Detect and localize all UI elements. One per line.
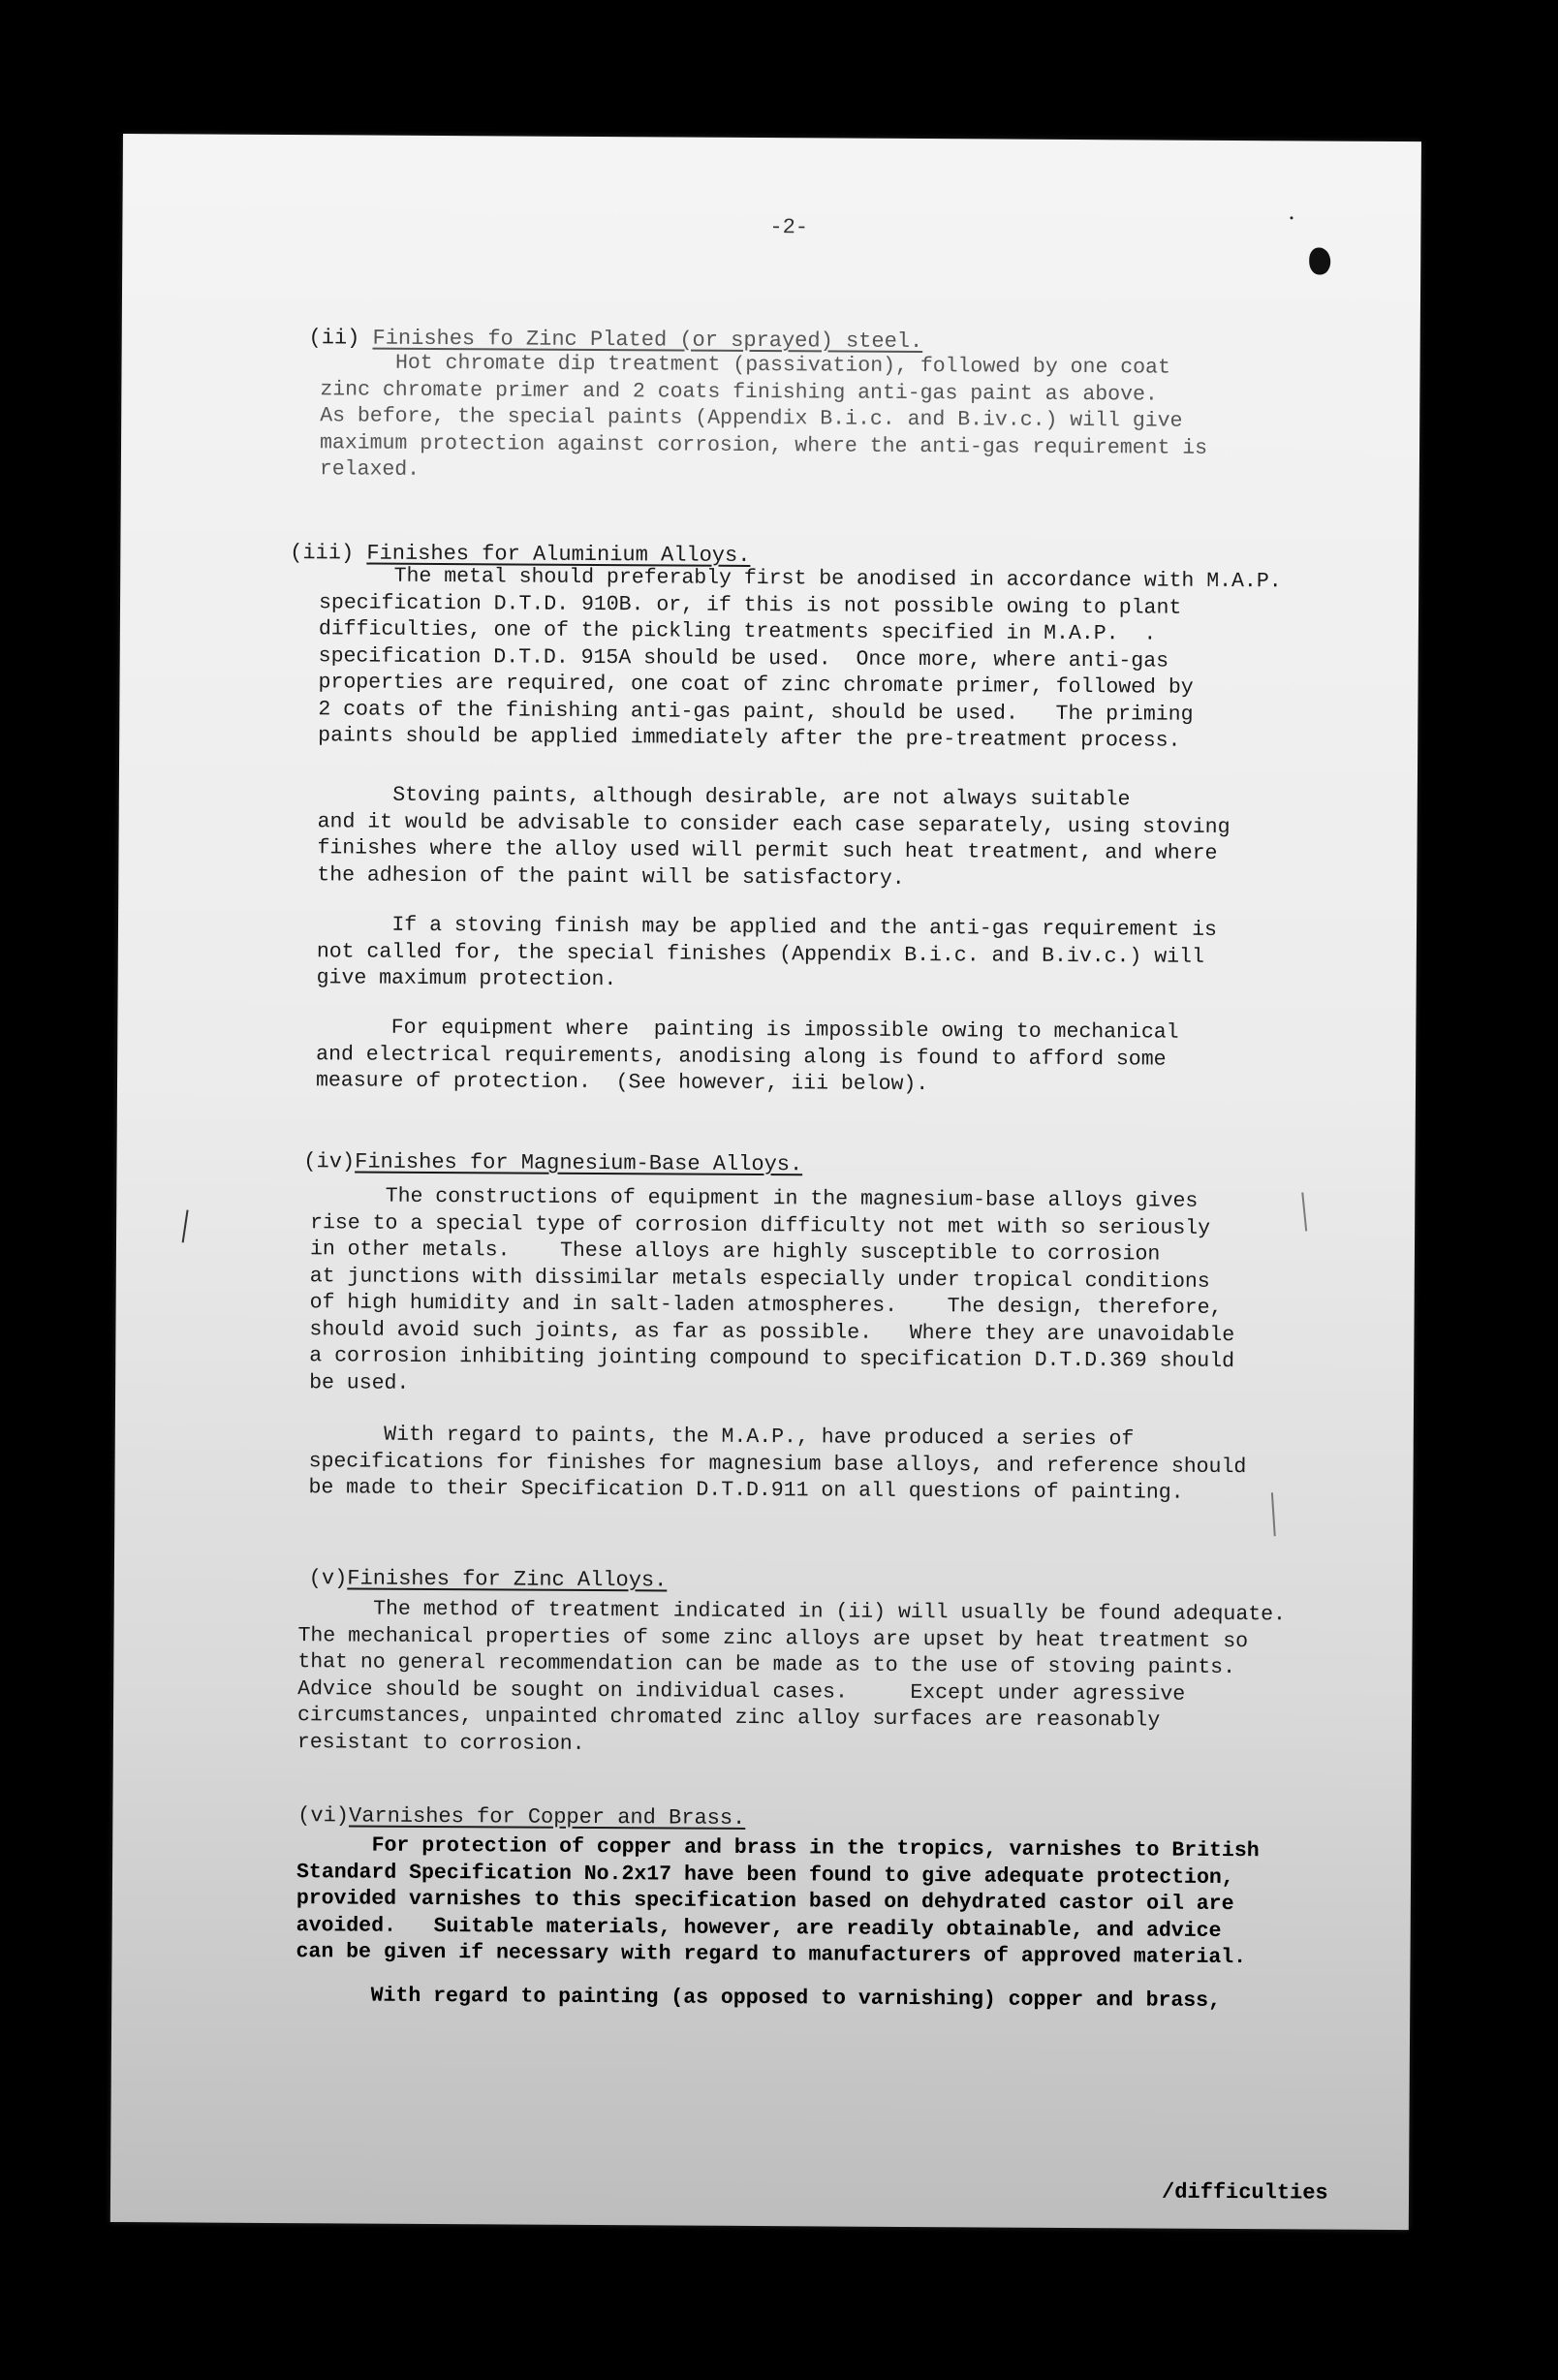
section-title: Finishes for Magnesium-Base Alloys. [355, 1149, 803, 1177]
section-vi-paragraph-2: With regard to painting (as opposed to varnishing) copper and brass, [296, 1984, 1222, 2013]
section-iii-paragraph-2: Stoving paints, although desirable, are not always suitable and it would be advisable to consider each case separately, using stoving finishes where the alloy used will permit such heat treatment, and where the adhesion of the paint will be satisfactory. [317, 783, 1231, 891]
section-title: Finishes fo Zinc Plated (or sprayed) steel. [372, 326, 923, 355]
section-iii-paragraph-1: The metal should preferably first be anodised in accordance with M.A.P. specification D.T.D. 910B. or, if this is not possible owing to plant difficulties, one of the pickling treatments specified in M.A.P. . specification D.T.D. 915A should be used. Once more, where anti-gas properties are required, one coat of zinc chromate primer, followed by 2 coats of the finishing anti-gas paint, should be used. The priming paints should be applied immediately after the pre-treatment process. [318, 564, 1282, 753]
section-title: Finishes for Aluminium Alloys. [366, 541, 751, 568]
section-vi-paragraph-1: For protection of copper and brass in the tropics, varnishes to British Standard Specification No.2x17 have been found to give adequate protection, provided varnishes to this specification based on dehydrated castor oil are avoided. Suitable materials, however, are readily obtainable, and advice can be given if necessary with regard to manufacturers of approved material. [296, 1833, 1260, 1970]
section-iv-paragraph-1: The constructions of equipment in the magnesium-base alloys gives rise to a special type of corrosion difficulty not met with so seriously in other metals. These alloys are highly susceptible to corrosion at junctions with dissimilar metals especially under tropical conditions of high humidity and in salt-laden atmospheres. The design, therefore, should avoid such joints, as far as possible. Where they are unavoidable a corrosion inhibiting jointing compound to specification D.T.D.369 should be used. [309, 1184, 1235, 1395]
document-page [110, 134, 1421, 2230]
section-title: Varnishes for Copper and Brass. [348, 1803, 746, 1831]
section-label: (ii) [308, 326, 360, 351]
pencil-mark [1301, 1192, 1307, 1231]
section-iii-paragraph-4: For equipment where painting is impossible owing to mechanical and electrical requirements, anodising along is found to afford some measure of protection. (See however, iii below). [315, 1016, 1179, 1097]
ink-blot-mark [1309, 247, 1330, 274]
section-label: (iv) [303, 1149, 356, 1174]
section-title: Finishes for Zinc Alloys. [347, 1566, 668, 1593]
section-label: (iii) [290, 541, 355, 566]
section-label: (vi) [297, 1803, 350, 1829]
pencil-mark [182, 1209, 189, 1242]
continuation-catchword: /difficulties [1161, 2179, 1328, 2206]
page-number: -2- [769, 215, 809, 240]
section-ii-paragraph-1: Hot chromate dip treatment (passivation), followed by one coat zinc chromate primer and 2 coats finishing anti-gas paint as above. As before, the special paints (Appendix B.i.c. and B.iv.c.) will give maximum protection against corrosion, where the anti-gas requirement is relaxed. [319, 351, 1208, 482]
section-v-paragraph-1: The method of treatment indicated in (ii) will usually be found adequate. The mechanical properties of some zinc alloys are upset by heat treatment so that no general recommendation can be made as to the use of stoving paints. Advice should be sought on individual cases. Except under agressive circumstances, unpainted chromated zinc alloy surfaces are reasonably resistant to corrosion. [296, 1597, 1287, 1756]
ink-dot-mark [1290, 216, 1293, 219]
section-iii-paragraph-3: If a stoving finish may be applied and the anti-gas requirement is not called for, the special finishes (Appendix B.i.c. and B.iv.c.) will give maximum protection. [316, 913, 1218, 992]
section-iv-paragraph-2: With regard to paints, the M.A.P., have produced a series of specifications for finishes for magnesium base alloys, and reference should be made to their Specification D.T.D.911 on all questions of painting. [308, 1423, 1247, 1505]
section-label: (v) [308, 1566, 348, 1591]
pencil-mark [1271, 1492, 1276, 1536]
